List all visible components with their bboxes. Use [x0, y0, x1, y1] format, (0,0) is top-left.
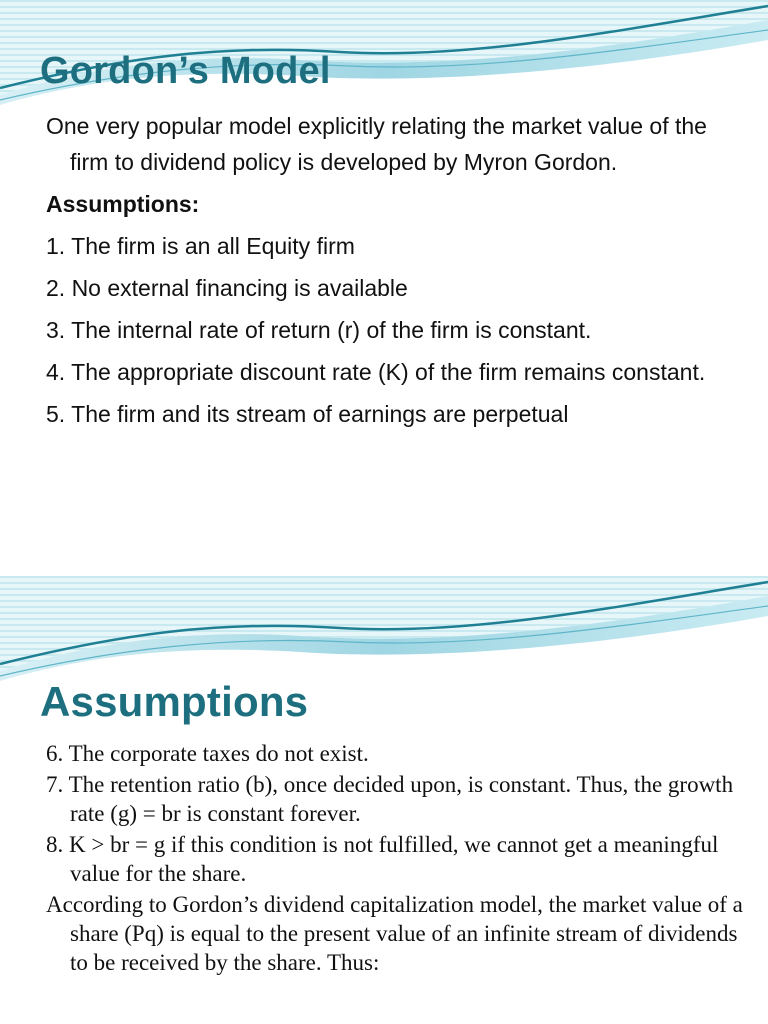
- list-item: 5. The firm and its stream of earnings are perpetual: [46, 401, 569, 427]
- list-item: 6. The corporate taxes do not exist.: [46, 741, 369, 766]
- closing-paragraph: According to Gordon’s dividend capitalization model, the market value of a share (Pq) is equal to the present value of an infinite stream of dividends to be received by the share. Thus:: [46, 892, 743, 975]
- assumptions-heading: Assumptions:: [46, 191, 200, 217]
- list-item: 2. No external financing is available: [46, 275, 408, 301]
- list-item: 8. K > br = g if this condition is not fulfilled, we cannot get a meaningful value for the share.: [46, 832, 719, 886]
- list-item: 3. The internal rate of return (r) of the firm is constant.: [46, 317, 592, 343]
- slide-body: [46, 108, 746, 438]
- intro-paragraph: One very popular model explicitly relating the market value of the firm to dividend policy is developed by Myron Gordon.: [46, 113, 707, 175]
- slide-assumptions: [0, 576, 768, 1024]
- slide-title: Gordon’s Model: [40, 50, 331, 92]
- slide-title: Assumptions: [40, 678, 309, 725]
- list-item: 4. The appropriate discount rate (K) of the firm remains constant.: [46, 359, 706, 385]
- list-item: 7. The retention ratio (b), once decided upon, is constant. Thus, the growth rate (g) = br is constant forever.: [46, 772, 734, 826]
- slide-gap: [0, 512, 768, 576]
- header-wave-decoration: [0, 576, 768, 686]
- slide-body: [46, 739, 746, 979]
- list-item: 1. The firm is an all Equity firm: [46, 233, 355, 259]
